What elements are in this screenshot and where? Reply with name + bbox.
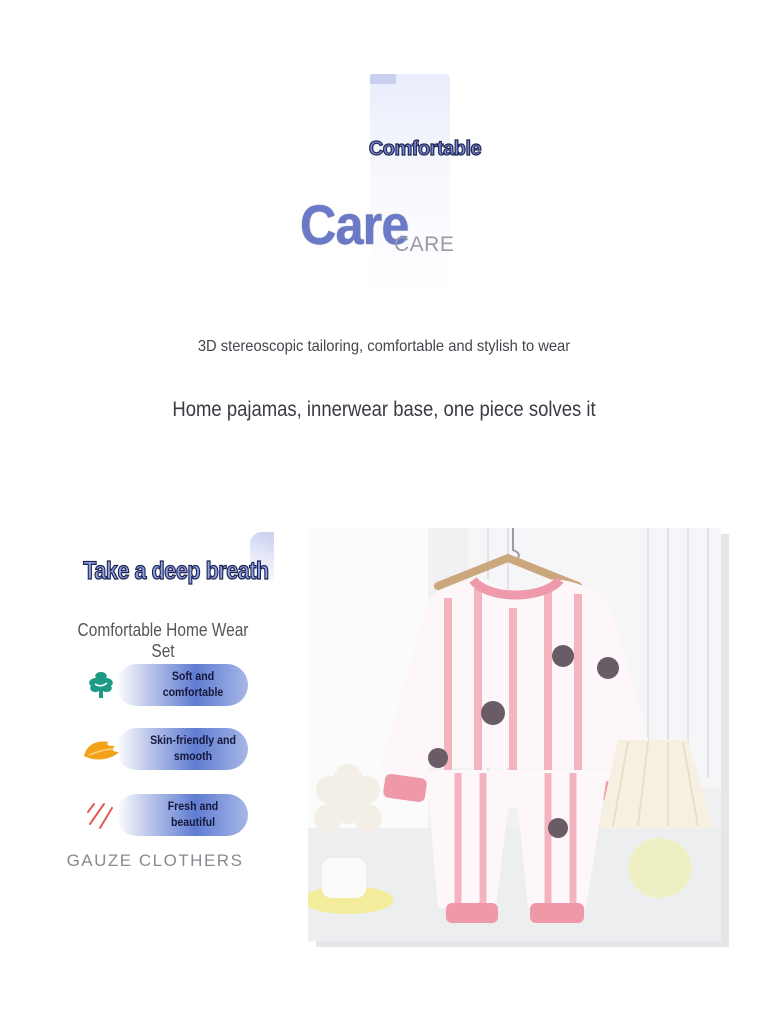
feature-skin xyxy=(76,728,248,770)
tree-icon xyxy=(76,667,126,703)
header-decoration xyxy=(370,74,450,294)
gauze-caption: GAUZE CLOTHERS xyxy=(66,851,244,870)
feature-soft xyxy=(76,664,248,706)
tagline-tailoring: 3D stereoscopic tailoring, comfortable and stylish to wear xyxy=(197,338,571,355)
pajama-set-photo xyxy=(308,528,721,941)
slash-lines-icon xyxy=(76,797,126,833)
feature-fresh-label: Fresh and beautiful xyxy=(167,801,219,829)
breath-heading: Take a deep breath xyxy=(83,557,269,585)
feature-skin-label: Skin-friendly and smooth xyxy=(150,735,236,763)
leaf-icon xyxy=(76,731,126,767)
set-subheading: Comfortable Home Wear Set xyxy=(77,620,249,661)
feature-fresh xyxy=(76,794,248,836)
care-heading: Care xyxy=(300,193,409,256)
tagline-one-piece: Home pajamas, innerwear base, one piece solves it xyxy=(172,398,596,421)
comfortable-heading: Comfortable xyxy=(368,138,482,160)
feature-soft-label: Soft and comfortable xyxy=(162,671,224,699)
care-subheading: CARE xyxy=(394,233,455,256)
